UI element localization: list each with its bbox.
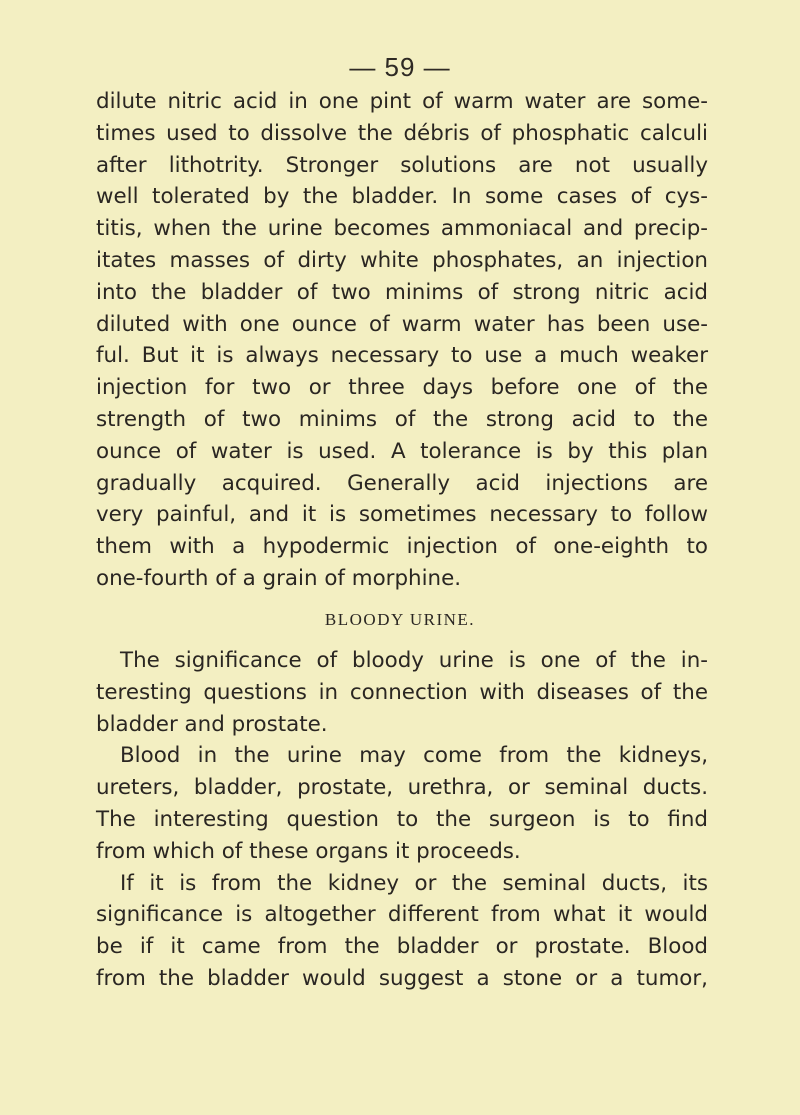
text-line: be if it came from the bladder or prostate. Blood [96,934,708,960]
text-line: If it is from the kidney or the seminal ducts, its [120,870,708,896]
text-line: The significance of bloody urine is one of the in- [120,648,708,673]
text-line: times used to dissolve the débris of phosphatic calculi [96,120,708,146]
paragraph-nitric-acid-injections [96,86,708,595]
text-line: from which of these organs it proceeds. [96,838,521,864]
text-line: itates masses of dirty white phosphates, an injection [96,247,708,273]
text-line: after lithotrity. Stronger solutions are not usually [96,152,708,178]
text-line: Blood in the urine may come from the kidneys, [120,743,708,769]
text-line: bladder and prostate. [96,711,328,737]
text-line: ful. But it is always necessary to use a much weaker [96,343,708,369]
page-number: — 59 — [349,52,451,82]
text-line: significance is altogether different from what it would [96,902,708,928]
text-line: ureters, bladder, prostate, urethra, or seminal ducts. [96,775,708,801]
text-line: strength of two minims of the strong acid to the [96,406,708,432]
text-line: dilute nitric acid in one pint of warm water are some- [96,89,708,114]
text-line: very painful, and it is sometimes necessary to follow [96,502,708,528]
text-line: The interesting question to the surgeon is to find [96,806,708,832]
section-heading: BLOODY URINE. [324,610,476,629]
text-line: ounce of water is used. A tolerance is by this plan [96,438,708,464]
text-line: them with a hypodermic injection of one-eighth to [96,534,708,560]
paragraph-bloody-urine [96,645,708,995]
text-line: injection for two or three days before one of the [96,375,708,401]
text-line: titis, when the urine becomes ammoniacal and precip- [96,216,708,242]
text-line: gradually acquired. Generally acid injections are [96,470,708,496]
text-line: one-fourth of a grain of morphine. [96,565,462,591]
text-line: into the bladder of two minims of strong nitric acid [96,279,708,305]
text-line: from the bladder would suggest a stone or a tumor, [96,965,708,991]
text-line: teresting questions in connection with diseases of the [96,679,708,705]
text-line: well tolerated by the bladder. In some cases of cys- [96,184,708,210]
text-line: diluted with one ounce of warm water has been use- [96,311,708,337]
